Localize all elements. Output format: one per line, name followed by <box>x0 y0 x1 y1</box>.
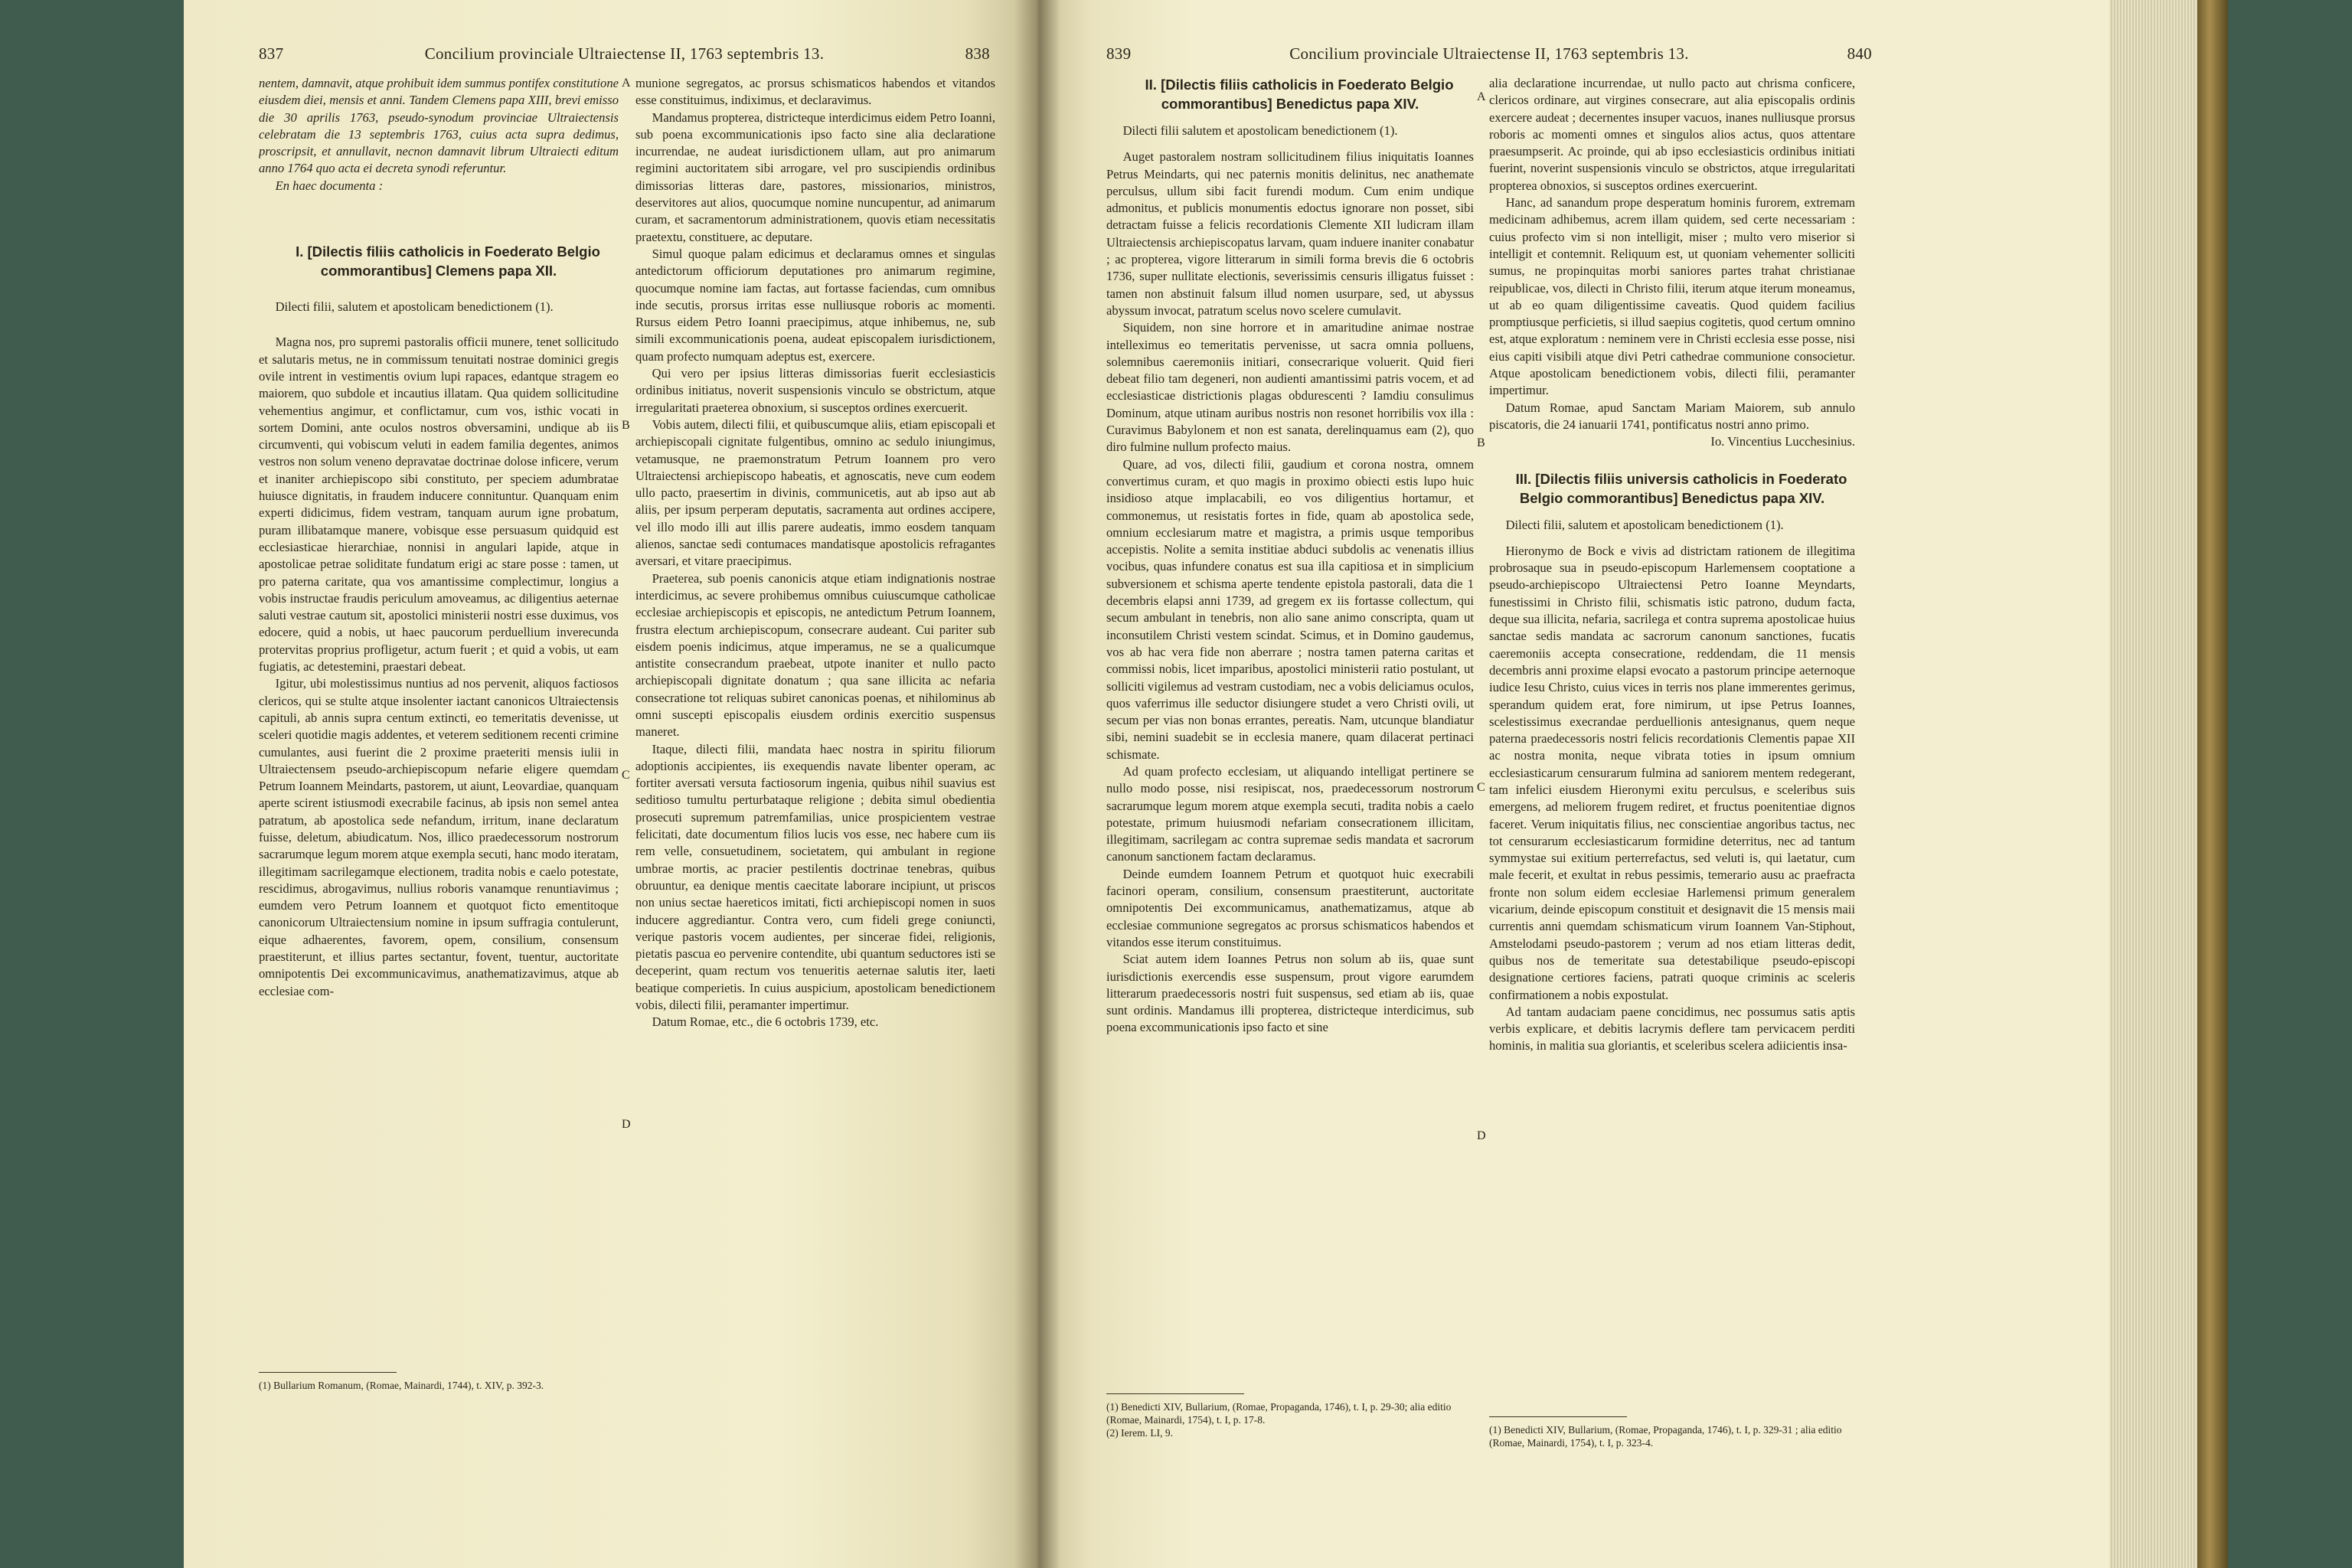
paragraph: Itaque, dilecti filii, mandata haec nostra in spiritu filiorum adoptionis accipientes, iis exequendis navate libenter operam, ac fortiter aversati versuta factiosorum ingenia, quibus nihil suavius est seditioso tumultu perturbataque religione ; debita simul obedientia prosecuti supremum patremfamilias, unice prospicientem vestrae felicitati, date documentum filios lucis vos esse, nec habere cum iis rem velle, consuetudinem, societatem, qui ambulant in regione umbrae mortis, ac pracier pestilentis doctrinae tenebras, quibus obruuntur, ea denique mentis caecitate laborare incipiunt, ut priscos non unius sectae haereticos imitati, ficti archiepiscopi nomen in suos inducere aggrediantur. Contra vero, cum fideli grege coniuncti, verique pastoris vocem audientes, per sincerae fidei, religionis, pietatis pascua eo pervenire contendite, ubi quantum seductores isti se deceperint, quam rectum vos tenueritis aeternae salutis iter, laeti beatique comperietis. In cuius auspicium, apostolicam benedictionem vobis, dilecti filii, peramanter impertimur. <box>635 741 995 1013</box>
paragraph: Simul quoque palam edicimus et declaramus omnes et singulas antedictorum officiorum deputationes pro animarum regimine, quocumque nomine iam factas, aut fortasse faciendas, cum omnibus inde secutis, prorsus irritas esse nulliusque roboris ac momenti. Rursus eidem Petro Ioanni praecipimus, atque inhibemus, ne, sub simili excommunicationis poena, audeat episcopalem iurisdictionem, quam profecto numquam adeptus est, exercere. <box>635 246 995 364</box>
signature: Io. Vincentius Lucchesinius. <box>1710 434 1855 449</box>
section-heading-3: III. [Dilectis filiis universis catholicis in Foederato Belgio commorantibus] Benedictus papa XIV. <box>1515 470 1847 506</box>
margin-letter-c: C <box>1477 781 1485 794</box>
paragraph: Auget pastoralem nostram sollicitudinem filius iniquitatis Ioannes Petrus Meindarts, qui nec paternis monitis delinitus, nec anathemate perculsus, ullum sibi facit furendi modum. Cum enim undique admonitus, et publicis monumentis edoctus ignorare non posset, sibi detractam fuisse a felicis recordationis Clemente XII ludicram illam Ultraiectensis archiepiscopatus larvam, quam induere inaniter conabatur ; ac propterea, vigore litterarum in simili forma brevis die 6 octobris 1736, super nullitate electionis, severissimis censuris illigatus fuisset : tamen non abstinuit falsum illud nomen usurpare, sed, ut abyssus abyssum invocat, patratum scelus novo scelere cumulavit. <box>1106 149 1474 318</box>
footnote: (1) Bullarium Romanum, (Romae, Mainardi, 1744), t. XIV, p. 392-3. <box>259 1380 544 1391</box>
date-line: Datum Romae, apud Sanctam Mariam Maiorem, sub annulo piscatoris, die 24 ianuarii 1741, pontificatus nostri anno primo. <box>1489 400 1855 432</box>
margin-letter-a: A <box>622 77 631 90</box>
column-839 <box>1106 75 1474 1373</box>
footnotes-left <box>259 1372 619 1392</box>
paragraph: Hanc, ad sanandum prope desperatum hominis furorem, extremam medicinam adhibemus, acrem illam quidem, sed certe necessariam : cuius profecto vim si non intelligit, miser ; multo vero miserior si intelligit et contemnit. Reliquum est, ut quoniam vehementer solliciti sumus, ne propinquitas morbi saniores partes trahat christianae reipublicae, vos, dilecti in Christo filii, iterum atque iterum moneamus, ut ab eo quam diligentissime caveatis. Quod quidem facilius promptiusque perficietis, si illud saepius cogitetis, quod certum omnino est, atque exploratum : neminem vere in Christi ecclesia esse posse, nisi eius capiti visibili atque divi Petri cathedrae communione consocietur. Atque apostolicam benedictionem vobis, dilecti filii, peramanter impertimur. <box>1489 195 1855 398</box>
paragraph: Sciat autem idem Ioannes Petrus non solum ab iis, quae sunt iurisdictionis exercendis esse suspensum, prout vigore earumdem litterarum praedecessoris nostri fuit suspensus, sed etiam ab iis, quae sunt ordinis. Mandamus illi propterea, districteque interdicimus, sub poena excommunicationis ipso facto et sine <box>1106 952 1474 1035</box>
paragraph: Ad tantam audaciam paene concidimus, nec possumus satis aptis verbis explicare, et debitis lacrymis deflere tam pervicacem perditi hominis, in malitia sua gloriantis, et sceleribus scelera adiicientis insa- <box>1489 1004 1855 1054</box>
salutation-2: Dilecti filii salutem et apostolicam benedictionem (1). <box>1122 123 1398 138</box>
paragraph: Deinde eumdem Ioannem Petrum et quotquot huic execrabili facinori operam, consilium, consensum praestiterunt, auctoritate omnipotentis Dei excommunicamus, anathematizamus, atque ab ecclesiae communione segregatos ac prorsus schismaticos habendos et vitandos esse iterum constituimus. <box>1106 866 1474 949</box>
paragraph: Mandamus propterea, districteque interdicimus eidem Petro Ioanni, sub poena excommunicationis ipso facto sine alia declaratione incurrendae, ne audeat iurisdictionem ullam, aut pro animarum regimini auctoritatem sibi arrogare, vel pro suscipiendis ordinibus dimissorias litteras dare, pastores, missionarios, ministros, deservitores aut alios, quocumque nomine nuncupentur, ad animarum curam, et sacramentorum administrationem, quovis etiam necessitatis praetextu, constituere, ac deputare. <box>635 109 995 244</box>
section-heading-2: II. [Dilectis filiis catholicis in Foederato Belgio commorantibus] Benedictus papa XIV. <box>1145 77 1454 112</box>
paragraph: alia declaratione incurrendae, ut nullo pacto aut chrisma conficere, clericos ordinare, aut virgines consecrare, aut alia episcopalis ordinis exercere audeat ; decernentes insuper vacuos, inanes nulliusque prorsus roboris ac momenti omnes et singulos alios actus, quos attentare praesumpserit. Ac proinde, qui ab ipso ecclesiasticis ordinibus initiati fuerint, noverint suspensionis vinculo se obstrictos, atque irregularitati propterea obnoxios, si susceptos ordines exercuerint. <box>1489 76 1855 193</box>
margin-letter-a: A <box>1477 90 1486 103</box>
margin-letter-b: B <box>1477 436 1485 449</box>
paragraph: munione segregatos, ac prorsus schismaticos habendos et vitandos esse constituimus, indiximus, et declaravimus. <box>635 76 995 108</box>
salutation-1: Dilecti filii, salutem et apostolicam benedictionem (1). <box>275 299 554 315</box>
paragraph: Igitur, ubi molestissimus nuntius ad nos pervenit, aliquos factiosos clericos, qui se stulte atque insolenter iactant canonicos Ultraiectensis capituli, ab annis supra centum extincti, eo temeritatis devenisse, ut sceleri quotidie magis addentes, et veterem seditionem recenti crimine cumulantes, ausi fuerint die 2 proxime praeteriti mensis iulii in Ultraiectensem pseudo-archiepiscopum nefarie eligere quemdam Petrum Ioannem Meindarts, pastorem, ut aiunt, Leovardiae, quanquam aperte scirent istiusmodi execrabile facinus, ab ipsis non semel antea patratum, ab apostolica sede nefandum, irritum, inane declaratum fuisse, deletum, abiudicatum. Nos, illico praedecessorum nostrorum sacrarumque legum morem atque exempla secuti, hanc modo iteratam, illegitimam sacrilegamque electionem, tradita nobis e caelo potestate, rescidimus, abrogavimus, nullius roboris vanamque renuntiavimus ; eumdem vero Petrum Ioannem et quotquot ficto ementitoque canonicorum Ultraiectensium nomine in ipsum suffragia contulerunt, eique adhaerentes, favorem, opem, consilium, consensum praestiterunt, et illius partes sectantur, fovent, tuentur, auctoritate omnipotentis Dei excommunicavimus, anathematizavimus, atque ab ecclesiae com- <box>259 676 619 998</box>
book-cover-edge <box>2197 0 2228 1568</box>
paragraph: Quare, ad vos, dilecti filii, gaudium et corona nostra, omnem convertimus curam, et quo magis in proximo obiecti estis lupo huic insidioso atque implacabili, eo vos diligentius hortamur, et commonemus, ut resistatis fortes in fide, quam ab apostolica sede, omnium ecclesiarum matre et magistra, a primis usque temporibus accepistis. Nolite a semita institiae abduci subdolis ac venenatis illius vocibus, quas infundere conatus est sua illa capitiosa et in simplicium subversionem et schisma aperte tendente epistola pastorali, data die 1 decembris elapsi anni 1739, ad gregem ex iis fortasse collectum, qui secum ambulant in tenebris, non alio sane animo conscripta, quam ut inconsutilem Christi vestem scindat. Scimus, et in Domino gaudemus, vos ab hac vera fide non aberrare ; nostra tamen paterna caritas et commissi nobis, licet imparibus, apostolici ministerii ratio postulant, ut solliciti vigilemus ad vestram custodiam, nec a vobis deliciamus oculos, quos vaferrimus ille seductor disiungere studet a vero Christi ovili, ut secum per vias non bonas errantes, pereatis. Nam, utcunque blandiatur sibi, nemini suadebit se in ecclesia manere, quam dilacerat pertinaci schismate. <box>1106 456 1474 762</box>
date-line: Datum Romae, etc., die 6 octobris 1739, etc. <box>652 1014 879 1030</box>
page-number-838: 838 <box>965 44 990 63</box>
paragraph: Ad quam profecto ecclesiam, ut aliquando intelligat pertinere se nullo modo posse, nisi resipiscat, nos, praedecessorum nostrorum sacrarumque legum morem atque exempla secuti, tradita nobis a caelo potestate, primum huiusmodi nefariam consecrationem illicitam, illegitimam, sacrilegam ac contra supremae sedis mandata et sacrorum canonum sanctionem factam declaramus. <box>1106 763 1474 864</box>
running-head-right <box>1106 44 1872 64</box>
salutation-3: Dilecti filii, salutem et apostolicam benedictionem (1). <box>1505 517 1784 532</box>
footnotes-839 <box>1106 1393 1474 1439</box>
footnote: (1) Benedicti XIV, Bullarium, (Romae, Propaganda, 1746), t. I, p. 329-31 ; alia editio (Romae, Mainardi, 1754), t. I, p. 323-4. <box>1489 1424 1842 1449</box>
page-number-839: 839 <box>1106 44 1132 63</box>
running-head-left <box>259 44 990 64</box>
margin-letter-c: C <box>622 769 630 782</box>
column-840 <box>1489 75 1855 1373</box>
margin-letter-d: D <box>622 1118 631 1131</box>
page-number-837: 837 <box>259 44 284 63</box>
footnote: (1) Benedicti XIV, Bullarium, (Romae, Propaganda, 1746), t. I, p. 29-30; alia editio (Romae, Mainardi, 1754), t. I, p. 17-8. <box>1106 1401 1452 1426</box>
section-heading-1: I. [Dilectis filiis catholicis in Foederato Belgio commorantibus] Clemens papa XII. <box>296 243 600 279</box>
intro-paragraph: nentem, damnavit, atque prohibuit idem summus pontifex constitutione eiusdem diei, mensis et anni. Tandem Clemens papa XIII, brevi emisso die 30 aprilis 1763, pseudo-synodum provinciae Ultraiectensis celebratam die 13 septembris 1763, cuius acta supra dedimus, proscripsit, et annullavit, necnon damnavit librum Ultraiecti editum anno 1764 quo acta ei decreta synodi referuntur. <box>259 76 619 176</box>
column-838 <box>635 75 995 1377</box>
footnote: (2) Ierem. LI, 9. <box>1106 1427 1173 1439</box>
paragraph: Hieronymo de Bock e vivis ad districtam rationem de illegitima probrosaque sua in pseudo-episcopum Harlemensem cooptatione a pseudo-archiepiscopo Ultraiectensi Petro Ioanne Meyndarts, funestissimi in Christo filii, schismatis istic patrono, dudum facta, deque sua illicita, nefaria, sacrilega et contra suprema apostolicae huius sanctae sedis mandata ac sacrorum canonum sanctiones, fucatis caeremoniis accepta consecratione, reddendam, die 11 mensis decembris anni proxime elapsi evocato a pastorum principe aeternoque iudice Iesu Christo, cuius vices in terris nos plane immerentes gerimus, sperandum quidem erat, fore nimirum, ut ipse Petrus Ioannes, scelestissimus execrandae perduellionis antesignanus, quem neque paterna praedecessoris nostri felicis recordationis Clementis papae XII ac nostra monita, neque vibrata toties in ipsum omnium ecclesiasticarum censurarum fulmina ad saniorem mentem redegerant, tam infelici eiusdem Hieronymi exitu perculsus, e sceleribus suis emergens, ad meliorem frugem rediret, et fructus poenitentiae dignos faceret. Verum iniquitatis filius, nec conscientiae angoribus tactus, nec tot censurarum ecclesiasticarum formidine deterritus, nec ad tantum symmystae sui exitium perterrefactus, sed veluti is, qui laetatur, cum male fecerit, et exultat in rebus pessimis, temerario ausu ac praefracta fronte non solum eidem ecclesiae Harlemensi primum generalem vicarium, deinde episcopum constituit et designavit die 15 mensis maii currentis anni quemdam schismaticum virum Ioannem Van-Stiphout, Amstelodami pseudo-pastorem ; verum ad nos etiam litteras dedit, quibus nos de temeritate sua detestabilique pseudo-episcopi designatione certiores faciens, patrati quoque criminis ac sceleris confirmationem a nobis expostulat. <box>1489 543 1855 1002</box>
margin-letter-b: B <box>622 419 630 432</box>
paragraph: Qui vero per ipsius litteras dimissorias fuerit ecclesiasticis ordinibus initiatus, noverit suspensionis vinculo se obstrictum, atque irregularitati praeterea obnoxium, si susceptos ordines exercuerit. <box>635 366 995 415</box>
paragraph: Praeterea, sub poenis canonicis atque etiam indignationis nostrae interdicimus, ac severe prohibemus omnibus cuiuscumque catholicae ecclesiae archiepiscopis et episcopis, ne antedictum Petrum Ioannem, frustra electum archiepiscopum, consecrare audeant. Cui pariter sub eisdem poenis indicimus, atque imperamus, ne se a qualicumque antistite consecrandum praebeat, utpote inaniter et nullo pacto archiepiscopali dignitate donatum ; qua sane illicita ac nefaria consecratione tot reliquas subiret canonicas poenas, et nihilominus ab omni suscepti episcopalis eiusdem ordinis exercitio suspensus maneret. <box>635 570 995 740</box>
book-gutter <box>1014 0 1060 1568</box>
running-title-left: Concilium provinciale Ultraiectense II, 1763 septembris 13. <box>424 44 825 63</box>
page-number-840: 840 <box>1847 44 1872 63</box>
intro-paragraph-2: En haec documenta : <box>275 178 384 193</box>
footnotes-840 <box>1489 1416 1855 1449</box>
column-837 <box>259 75 619 1377</box>
running-title-right: Concilium provinciale Ultraiectense II, 1763 septembris 13. <box>1289 44 1689 63</box>
page-edges <box>2109 0 2201 1568</box>
paragraph: Magna nos, pro supremi pastoralis officii munere, tenet sollicitudo et salutaris metus, ne in commissum tenuitati nostrae dominici gregis ovile intrent in vestimentis ovium lupi rapaces, edantque stragem eo maiorem, quo subdole et incautius illatam. Qua quidem sollicitudine vehementius angimur, et conflictamur, cum vos, isthic vocati in sortem Domini, ante oculos nostros obversamini, undique ab iis circumventi, qui vobiscum veluti in eadem familia degentes, animos vestros non solum veneno depravatae doctrinae dolose inficere, verum et inaniter archiepiscopo sibi constituto, per speciem adumbratae huiusce dignitatis, in fraudem inducere connituntur. Quanquam enim experti didicimus, fidem vestram, tanquam aurum igne probatum, puram illibatamque manere, vobisque esse persuasum quidquid est ecclesiasticae hierarchiae, nonnisi in angulari lapide, atque in apostolicae petrae soliditate fundatum erigi ac stare posse : tamen, ut pro paterna caritate, qua vos amantissime complectimur, longius a vobis instructae fraudis periculum amoveamus, ac diligentius aeternae saluti vestrae cautum sit, apostolici ministerii nostri esse duximus, vos edocere, quid a nobis, ut haec paucorum perduellium inverecunda protervitas proprius profligetur, actum fuerit ; et quid a vobis, ut eam fugiatis, ac detestemini, praestari debeat. <box>259 335 619 675</box>
paragraph: Siquidem, non sine horrore et in amaritudine animae nostrae intelleximus eo temeritatis pervenisse, ut sacra omnia polluens, solemnibus caeremoniis initiari, consecrarique voluerit. Quid fieri debeat filio tam degeneri, non audienti amantissimi patris vocem, et ad ecclesiasticae districtionis plagas obdurescenti ? Iamdiu consulimus Dominum, atque utinam auribus nostris non resonet horribilis vox illa : Curavimus Babylonem et non est sanata, derelinquamus eam (2), quo diro fulmine nullum profecto maius. <box>1106 320 1474 455</box>
margin-letter-d: D <box>1477 1129 1486 1142</box>
paragraph: Vobis autem, dilecti filii, et quibuscumque aliis, etiam episcopali et archiepiscopali cignitate fulgentibus, omnino ac sedulo iniungimus, vetamusque, ne praemonstratum Petrum Ioannem pro vero Ultraiectensi archiepiscopo habeatis, et agnoscatis, neve cum eodem ullo pacto, praesertim in divinis, communicetis, aut ab ipso aut ab aliis, per ipsum perperam deputatis, sacramenta aut ordines accipere, vel illo modo illi aut illis parere audeatis, immo eosdem tanquam alienos, sanctae sedi contumaces mandatisque apostolicis refragantes aversari, et vitare praecipimus. <box>635 416 995 569</box>
